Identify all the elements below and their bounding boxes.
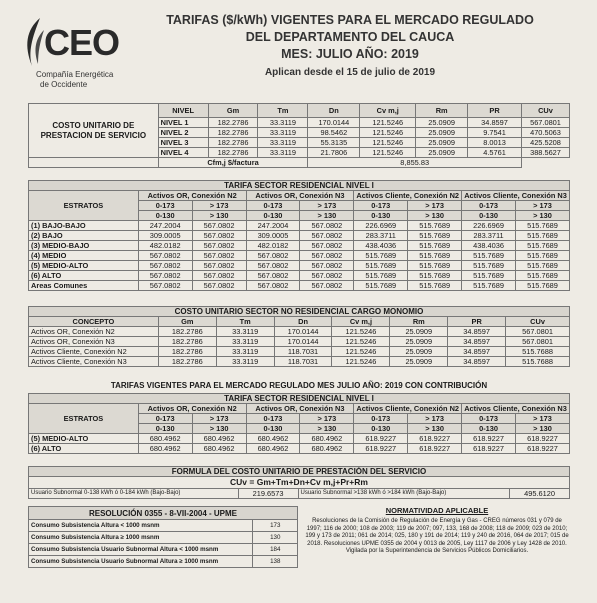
- cu-header: Dn: [308, 104, 360, 118]
- res-cell: 567.0802: [138, 251, 192, 261]
- ct-cell: 680.4962: [246, 434, 300, 444]
- resolucion-table: [28, 506, 298, 568]
- no-residencial-title: COSTO UNITARIO SECTOR NO RESIDENCIAL CARGO MONOMIO: [29, 307, 570, 317]
- cu-cell: 25.0909: [416, 118, 468, 128]
- nr-cell: 25.0909: [390, 347, 448, 357]
- res-cell: 283.3711: [354, 231, 408, 241]
- sub-header: 0-173: [354, 414, 408, 424]
- res-cell: 515.7689: [354, 271, 408, 281]
- cf-label: Cfm,j $/factura: [158, 158, 308, 168]
- res-cell: 515.7689: [515, 261, 569, 271]
- res-cell: 567.0802: [300, 221, 354, 231]
- contribucion-subtitle: TARIFA SECTOR RESIDENCIAL NIVEL I: [29, 394, 570, 404]
- cu-cell: 25.0909: [416, 148, 468, 158]
- sub-header: > 173: [408, 201, 462, 211]
- group-header: Activos Cliente, Conexión N3: [462, 404, 570, 414]
- table-row: [29, 221, 570, 231]
- ct-cell: 618.9227: [354, 444, 408, 454]
- cu-cell: 182.2786: [208, 128, 258, 138]
- cu-cell: 121.5246: [360, 128, 416, 138]
- nr-cell: 121.5246: [332, 337, 390, 347]
- nr-cell: 515.7688: [506, 357, 570, 367]
- table-row: [29, 281, 570, 291]
- sub-header: > 173: [515, 201, 569, 211]
- res-cell: 482.0182: [246, 241, 300, 251]
- res-cell: 515.7689: [408, 261, 462, 271]
- residencial-rows: [29, 221, 570, 291]
- res-cell: 515.7689: [408, 271, 462, 281]
- res-cell: 438.4036: [354, 241, 408, 251]
- nr-cell: 33.3119: [216, 357, 274, 367]
- table-row: [29, 357, 570, 367]
- cu-header: Gm: [208, 104, 258, 118]
- formula-section: [28, 466, 570, 499]
- cu-cell: NIVEL 4: [158, 148, 208, 158]
- table-row: [29, 337, 570, 347]
- nr-header: Gm: [158, 317, 216, 327]
- resolucion-title: RESOLUCIÓN 0355 - 8-VII-2004 - UPME: [29, 507, 298, 520]
- cu-cell: 8.0013: [468, 138, 522, 148]
- res-cell: 567.0802: [300, 261, 354, 271]
- nr-header: Dn: [274, 317, 332, 327]
- sub-header: 0-173: [246, 201, 300, 211]
- subnormal-2-label: Usuario Subnormal >138 kWh ó >184 kWh (Bajo-Bajo): [298, 489, 510, 499]
- res-cell: (5) MEDIO-ALTO: [29, 261, 139, 271]
- group-header: Activos OR, Conexión N2: [138, 404, 246, 414]
- contrib-estratos-label: ESTRATOS: [29, 404, 139, 434]
- ct-cell: 680.4962: [192, 434, 246, 444]
- table-row: [29, 444, 570, 454]
- cf-value: 8,855.83: [308, 158, 522, 168]
- normatividad-title: NORMATIVIDAD APLICABLE: [385, 506, 489, 515]
- sub-header: 0-130: [246, 211, 300, 221]
- brand-name: CEO: [44, 22, 120, 63]
- costo-unitario-label: COSTO UNITARIO DE PRESTACION DE SERVICIO: [29, 104, 159, 158]
- nr-cell: Activos OR, Conexión N3: [29, 337, 159, 347]
- cu-cell: 182.2786: [208, 148, 258, 158]
- table-row: [29, 520, 298, 532]
- table-row: [29, 271, 570, 281]
- nr-cell: 34.8597: [448, 357, 506, 367]
- nr-cell: 515.7688: [506, 347, 570, 357]
- res-cell: 515.7689: [515, 281, 569, 291]
- rs-cell: 184: [253, 544, 298, 556]
- res-cell: 515.7689: [515, 251, 569, 261]
- contribucion-section: [28, 380, 570, 454]
- sub-header: 0-173: [462, 414, 516, 424]
- res-cell: 515.7689: [408, 241, 462, 251]
- ct-cell: 680.4962: [300, 434, 354, 444]
- rs-cell: Consumo Subsistencia Altura < 1000 msnm: [29, 520, 253, 532]
- nr-cell: 182.2786: [158, 327, 216, 337]
- nr-header: Cv m,j: [332, 317, 390, 327]
- cu-header: Rm: [416, 104, 468, 118]
- sub-header: 0-130: [462, 424, 516, 434]
- res-cell: 515.7689: [515, 231, 569, 241]
- cu-cell: 9.7541: [468, 128, 522, 138]
- sub-header: > 130: [192, 424, 246, 434]
- res-cell: 567.0802: [300, 251, 354, 261]
- cu-cell: 55.3135: [308, 138, 360, 148]
- res-cell: 515.7689: [354, 281, 408, 291]
- subnormal-1-value: 219.6573: [238, 489, 298, 499]
- cu-header: NIVEL: [158, 104, 208, 118]
- res-cell: 515.7689: [408, 221, 462, 231]
- contribucion-title: TARIFAS VIGENTES PARA EL MERCADO REGULADO MES JULIO AÑO: 2019 CON CONTRIBUCIÓN: [110, 381, 488, 390]
- nr-cell: 25.0909: [390, 327, 448, 337]
- formula-text: CUv = Gm+Tm+Dn+Cv m,j+Pr+Rm: [29, 477, 570, 489]
- nr-header: CUv: [506, 317, 570, 327]
- contribucion-rows: [29, 434, 570, 454]
- sub-header: 0-130: [246, 424, 300, 434]
- document-header: [150, 12, 550, 80]
- nr-header: Tm: [216, 317, 274, 327]
- res-cell: 567.0802: [300, 271, 354, 281]
- costo-unitario-table: [28, 103, 570, 168]
- res-cell: 515.7689: [515, 221, 569, 231]
- nr-cell: 25.0909: [390, 337, 448, 347]
- res-cell: 567.0802: [192, 281, 246, 291]
- nr-cell: 33.3119: [216, 327, 274, 337]
- sub-header: > 130: [300, 424, 354, 434]
- sub-header: 0-130: [354, 424, 408, 434]
- cu-cell: 33.3119: [258, 138, 308, 148]
- sub-header: > 130: [192, 211, 246, 221]
- ct-cell: (5) MEDIO-ALTO: [29, 434, 139, 444]
- sub-header: 0-130: [354, 211, 408, 221]
- res-cell: 309.0005: [138, 231, 192, 241]
- cu-header: Tm: [258, 104, 308, 118]
- cu-header: PR: [468, 104, 522, 118]
- nr-cell: 121.5246: [332, 357, 390, 367]
- res-cell: 515.7689: [462, 271, 516, 281]
- rs-cell: Consumo Subsistencia Usuario Subnormal Altura < 1000 msnm: [29, 544, 253, 556]
- res-cell: 567.0802: [192, 231, 246, 241]
- ct-cell: 618.9227: [408, 444, 462, 454]
- res-cell: 567.0802: [138, 261, 192, 271]
- cu-cell: NIVEL 3: [158, 138, 208, 148]
- rs-cell: 173: [253, 520, 298, 532]
- normatividad-section: [304, 506, 570, 556]
- ct-cell: 618.9227: [515, 434, 569, 444]
- nr-cell: 182.2786: [158, 347, 216, 357]
- nr-cell: 182.2786: [158, 337, 216, 347]
- ct-cell: (6) ALTO: [29, 444, 139, 454]
- nr-cell: Activos Cliente, Conexión N2: [29, 347, 159, 357]
- cu-cell: 25.0909: [416, 128, 468, 138]
- nr-cell: 567.0801: [506, 337, 570, 347]
- res-cell: 567.0802: [300, 281, 354, 291]
- nr-cell: 33.3119: [216, 347, 274, 357]
- rs-cell: 130: [253, 532, 298, 544]
- nr-cell: 34.8597: [448, 327, 506, 337]
- nr-cell: 34.8597: [448, 347, 506, 357]
- rs-cell: Consumo Subsistencia Usuario Subnormal Altura ≥ 1000 msnm: [29, 556, 253, 568]
- res-cell: 515.7689: [408, 231, 462, 241]
- sub-header: 0-173: [138, 201, 192, 211]
- normatividad-text: Resoluciones de la Comisión de Regulación de Energía y Gas - CREG números 031 y 079 de 1997; 116 de 2000; 108 de 2003; 119 de 2007; 097, 133, 168 de 2008; 118 de 2009; 023 de 2010; 199 y 173 de 2011; 061 de 2014; 025, 180 y 191 de 2014; 119 y 240 de 2016, 064 de 2017; 015 de 2018. Resoluciones UPME 0355 de 2004 y 0013 de 2005, Ley 1117 de 2006 y Ley 1428 de 2010. Vigilada por la Superintendencia de Servicios Públicos Domiciliarios.: [305, 518, 569, 555]
- sub-header: 0-173: [462, 201, 516, 211]
- cu-cell: 425.5208: [521, 138, 569, 148]
- cu-cell: 33.3119: [258, 118, 308, 128]
- cu-cell: 4.5761: [468, 148, 522, 158]
- ct-cell: 680.4962: [300, 444, 354, 454]
- res-cell: (2) BAJO: [29, 231, 139, 241]
- res-cell: 438.4036: [462, 241, 516, 251]
- nr-cell: 121.5246: [332, 327, 390, 337]
- table-row: [29, 231, 570, 241]
- res-cell: 567.0802: [192, 271, 246, 281]
- res-cell: 567.0802: [246, 271, 300, 281]
- brand-sub2: de Occidente: [40, 80, 88, 89]
- nr-cell: Activos OR, Conexión N2: [29, 327, 159, 337]
- table-row: [29, 544, 298, 556]
- res-cell: 567.0802: [246, 251, 300, 261]
- nr-cell: 170.0144: [274, 327, 332, 337]
- residencial-title: TARIFA SECTOR RESIDENCIAL NIVEL I: [29, 181, 570, 191]
- cu-cell: 25.0909: [416, 138, 468, 148]
- ct-cell: 618.9227: [408, 434, 462, 444]
- table-row: [29, 251, 570, 261]
- cu-cell: 98.5462: [308, 128, 360, 138]
- formula-table: [28, 466, 570, 499]
- group-header: Activos Cliente, Conexión N2: [354, 191, 462, 201]
- cu-cell: 567.0801: [521, 118, 569, 128]
- nr-header: CONCEPTO: [29, 317, 159, 327]
- cu-header: Cv m,j: [360, 104, 416, 118]
- title-line1: TARIFAS ($/kWh) VIGENTES PARA EL MERCADO REGULADO: [166, 13, 534, 27]
- sub-header: > 173: [192, 201, 246, 211]
- res-cell: 515.7689: [408, 251, 462, 261]
- res-cell: 567.0802: [192, 261, 246, 271]
- no-residencial-rows: [29, 327, 570, 367]
- nr-cell: 182.2786: [158, 357, 216, 367]
- table-row: [29, 434, 570, 444]
- table-row: [29, 261, 570, 271]
- estratos-label: ESTRATOS: [29, 191, 139, 221]
- res-cell: 247.2004: [138, 221, 192, 231]
- res-cell: 515.7689: [462, 281, 516, 291]
- ct-cell: 680.4962: [192, 444, 246, 454]
- sub-header: > 173: [408, 414, 462, 424]
- sub-header: > 130: [408, 424, 462, 434]
- sub-header: 0-173: [246, 414, 300, 424]
- cu-cell: 121.5246: [360, 148, 416, 158]
- nr-cell: 118.7031: [274, 357, 332, 367]
- res-cell: 567.0802: [300, 231, 354, 241]
- res-cell: 226.6969: [354, 221, 408, 231]
- cu-cell: 33.3119: [258, 148, 308, 158]
- subnormal-2-value: 495.6120: [510, 489, 570, 499]
- res-cell: 309.0005: [246, 231, 300, 241]
- table-row: [29, 556, 298, 568]
- cu-cell: 34.8597: [468, 118, 522, 128]
- title-line4: Aplican desde el 15 de julio de 2019: [264, 67, 436, 78]
- resolucion-rows: [29, 520, 298, 568]
- cu-cell: 182.2786: [208, 118, 258, 128]
- no-residencial-table: [28, 306, 570, 367]
- sub-header: > 173: [192, 414, 246, 424]
- ct-cell: 618.9227: [354, 434, 408, 444]
- sub-header: 0-130: [138, 424, 192, 434]
- brand-sub1: Compañía Energética: [36, 70, 114, 79]
- sub-header: 0-173: [138, 414, 192, 424]
- nr-cell: 567.0801: [506, 327, 570, 337]
- res-cell: 482.0182: [138, 241, 192, 251]
- cu-header: CUv: [521, 104, 569, 118]
- res-cell: 226.6969: [462, 221, 516, 231]
- nr-cell: 25.0909: [390, 357, 448, 367]
- sub-header: > 130: [300, 211, 354, 221]
- res-cell: (4) MEDIO: [29, 251, 139, 261]
- sub-header: 0-130: [138, 211, 192, 221]
- residencial-table: [28, 180, 570, 291]
- title-line3: MES: JULIO AÑO: 2019: [281, 47, 419, 61]
- cu-cell: 121.5246: [360, 118, 416, 128]
- res-cell: 515.7689: [462, 251, 516, 261]
- rs-cell: Consumo Subsistencia Altura ≥ 1000 msnm: [29, 532, 253, 544]
- group-header: Activos OR, Conexión N2: [138, 191, 246, 201]
- sub-header: > 130: [515, 424, 569, 434]
- nr-cell: 118.7031: [274, 347, 332, 357]
- sub-header: > 173: [300, 414, 354, 424]
- group-header: Activos Cliente, Conexión N3: [462, 191, 570, 201]
- ct-cell: 618.9227: [515, 444, 569, 454]
- resolucion-section: [28, 506, 298, 568]
- contribucion-table: [28, 393, 570, 454]
- ct-cell: 618.9227: [462, 444, 516, 454]
- res-cell: 515.7689: [354, 261, 408, 271]
- company-logo: [22, 14, 142, 94]
- sub-header: 0-173: [354, 201, 408, 211]
- sub-header: > 130: [515, 211, 569, 221]
- cu-cell: NIVEL 2: [158, 128, 208, 138]
- res-cell: 567.0802: [192, 251, 246, 261]
- cu-cell: 170.0144: [308, 118, 360, 128]
- res-cell: 515.7689: [354, 251, 408, 261]
- cu-cell: 388.5627: [521, 148, 569, 158]
- res-cell: (1) BAJO-BAJO: [29, 221, 139, 231]
- residencial-section: [28, 180, 570, 291]
- res-cell: 567.0802: [192, 221, 246, 231]
- costo-unitario-section: [28, 103, 570, 168]
- rs-cell: 138: [253, 556, 298, 568]
- nr-cell: 170.0144: [274, 337, 332, 347]
- subnormal-1-label: Usuario Subnormal 0-138 kWh ó 0-184 kWh (Bajo-Bajo): [29, 489, 239, 499]
- res-cell: 515.7689: [515, 271, 569, 281]
- sub-header: > 173: [300, 201, 354, 211]
- title-line2: DEL DEPARTAMENTO DEL CAUCA: [245, 30, 455, 44]
- ct-cell: 618.9227: [462, 434, 516, 444]
- res-cell: (6) ALTO: [29, 271, 139, 281]
- res-cell: 567.0802: [138, 281, 192, 291]
- nr-header: PR: [448, 317, 506, 327]
- nr-cell: 33.3119: [216, 337, 274, 347]
- group-header: Activos OR, Conexión N3: [246, 404, 354, 414]
- nr-header: Rm: [390, 317, 448, 327]
- res-cell: 515.7689: [408, 281, 462, 291]
- cu-cell: 33.3119: [258, 128, 308, 138]
- nr-cell: 34.8597: [448, 337, 506, 347]
- res-cell: 567.0802: [300, 241, 354, 251]
- nr-cell: 121.5246: [332, 347, 390, 357]
- group-header: Activos OR, Conexión N3: [246, 191, 354, 201]
- table-row: [29, 241, 570, 251]
- cu-cell: 21.7806: [308, 148, 360, 158]
- res-cell: 515.7689: [462, 261, 516, 271]
- cu-cell: 470.5063: [521, 128, 569, 138]
- cu-cell: 182.2786: [208, 138, 258, 148]
- res-cell: 283.3711: [462, 231, 516, 241]
- res-cell: (3) MEDIO-BAJO: [29, 241, 139, 251]
- table-row: [29, 347, 570, 357]
- sub-header: > 130: [408, 211, 462, 221]
- res-cell: 567.0802: [246, 281, 300, 291]
- flame-leaf-icon: [22, 16, 46, 68]
- sub-header: > 173: [515, 414, 569, 424]
- res-cell: 567.0802: [246, 261, 300, 271]
- table-row: [29, 327, 570, 337]
- res-cell: 567.0802: [192, 241, 246, 251]
- res-cell: 515.7689: [515, 241, 569, 251]
- table-row: [29, 532, 298, 544]
- ct-cell: 680.4962: [246, 444, 300, 454]
- nr-cell: Activos Cliente, Conexión N3: [29, 357, 159, 367]
- cu-cell: NIVEL 1: [158, 118, 208, 128]
- res-cell: 567.0802: [138, 271, 192, 281]
- res-cell: 247.2004: [246, 221, 300, 231]
- no-residencial-section: [28, 306, 570, 367]
- group-header: Activos Cliente, Conexión N2: [354, 404, 462, 414]
- sub-header: 0-130: [462, 211, 516, 221]
- formula-title: FORMULA DEL COSTO UNITARIO DE PRESTACIÓN DEL SERVICIO: [29, 467, 570, 477]
- res-cell: Areas Comunes: [29, 281, 139, 291]
- ct-cell: 680.4962: [138, 444, 192, 454]
- ct-cell: 680.4962: [138, 434, 192, 444]
- cu-cell: 121.5246: [360, 138, 416, 148]
